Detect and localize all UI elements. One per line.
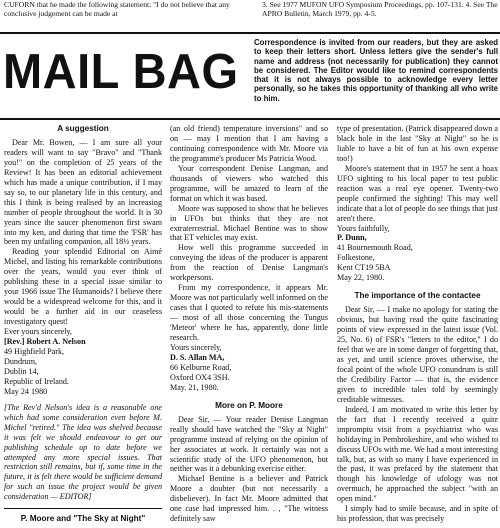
letter-date: May. 21, 1980. [170,382,219,392]
address-line: Dublin 14, [4,366,39,376]
address-line: Kent CT19 5BA [337,263,391,273]
letter-paragraph: Moore's statement that in 1957 he sent a hoax UFO sighting to his local paper to test public reaction was a real eye opener. Twenty-two people confirmed the sighting! This may well indicate that a lot of people do see things that just aren't there. [337,163,498,223]
address-line: Oxford OX4 3SH. [170,372,230,382]
letter-paragraph: Dear Mr. Bowen, — I am sure all your readers will want to say "Bravo" and "Thank you!" on the completion of 25 years of the Review! It has been an editorial achievement which has made a unique contribution, if I may say so, to our planetary life in this century, and this I think is being realised by an increasing number of people throughout the world. It is 30 years since the saucer phenomenon first swam into my ken, and during that time the 'FSR' has been my unfailing companion, all 18½ years. [4,137,162,247]
signoff: Yours faithfully, [337,223,390,233]
signature: P. Dunn, [337,233,367,243]
letter-paragraph: Indeed, I am motivated to write this letter by the fact that I recently received a quite impromptu visit from a psychiatrist who was holidaying in Pembrokeshire, and who wished to discuss UFOs with me. We had a most interesting talk, but, as with so many I have experienced in the past, it was prefaced by the statement that though his knowledge of ufology was not overmuch, he approached the subject "with an open mind." [337,404,498,504]
letter-paragraph: Reading your splendid Editorial on Aimé Michel, and listing his remarkable contributions over the years, would you ever think of publishing these in a special issue similar to your 1966 issue The Humanoids? I believe there would be a widespread welcome for this, and it would be a further aid in our ceaseless investigatory quest! [4,247,162,327]
letter-paragraph: Dear Sir, — I make no apology for stating the obvious, but having read the quite fascinating points of view expressed in the latest issue (Vol. 25, No. 6) of FSR's "letters to the editor," I do feel that we are in some danger of forgetting that, as yet, and until science proves otherwise, the focal point of the whole UFO conundrum is still the Credibility Factor — that is, the evidence given to incredible tales told by seemingly creditable witnesses. [337,305,498,404]
letter-paragraph: Michael Bentine is a believer and Patrick Moore a doubter (but not necessarily a disbeliever). In fact Mr. Moore admitted that one case had impressed him. . , "The witness definitely saw [170,474,328,524]
letter-heading: A suggestion [57,124,109,133]
address-line: 66 Kelburne Road, [170,362,232,372]
column-1 [4,124,162,528]
header-rule-bottom [0,118,500,120]
letter-date: May 24 1980 [4,386,48,396]
section-title: MAIL BAG [3,42,239,99]
letter-heading: More on P. Moore [215,400,283,410]
header-rule-top [0,32,500,34]
letter-paragraph: Your correspondent Denise Langman, and thousands of viewers who watched this programme, will be amazed to learn of the format on which it was based. [170,163,328,203]
letter-heading: P. Moore and "The Sky at Night" [20,514,146,524]
address-line: Dundrum, [4,356,38,366]
mailbag-header [0,32,500,120]
column-2 [170,124,328,524]
address-line: Republic of Ireland. [4,376,69,386]
continued-text: CUFORN that he made the following statement: "I do not believe that any conclusive judgement can be made at [4,0,230,19]
letter-date: May 22, 1980. [337,273,385,283]
signature: D. S. Allan MA, [170,352,225,362]
letter-separator [4,508,162,509]
address-line: 49 Highfield Park, [4,346,65,356]
letter-paragraph: Dear Sir, — Your reader Denise Langman really should have watched the "Sky at Night" programme instead of relying on the opinion of her associates at work. It certainly was not a scientific study of the UFO phenomenon, but neither was it a debunking exercise either. [170,414,328,474]
letter-paragraph: How well this programme succeeded in conveying the ideas of the producer is apparent from the reaction of Denise Langman's workpersons. [170,243,328,283]
signature: [Rev.] Robert A. Nelson [4,337,86,347]
column-3 [337,124,498,524]
section-intro: Correspondence is invited from our readers, but they are asked to keep their letters short. Unless letters give the sender's full name and address (not necessarily for publication) they cannot be considered. The Editor would like to remind correspondents that it is not always possible to acknowledge every letter personally, so he takes this opportunity of thanking all who write to him. [254,38,498,103]
address-line: Folkestone, [337,253,375,263]
letter-paragraph: Moore was supposed to show that he believes in UFOs but thinks that they are not extraterrestrial. Michael Bentine was to show that ET vehicles may exist. [170,203,328,243]
letter-paragraph: (an old friend) temperature inversions" and so on — may I mention that I am having a continuing correspondence with Mr. Moore via the programme's producer Ms Patricia Wood. [170,124,328,163]
previous-article-fragment [0,0,500,26]
address-line: 41 Bournemouth Road, [337,243,413,253]
letter-paragraph: I simply had to smile because, and in spite of his profession, that was precisely [337,504,498,524]
letter-heading: The importance of the contactee [354,291,481,301]
editor-note: [The Rev'd Nelson's idea is a reasonable one which had some consideration even before M. Michel "retired." The idea was shelved because it was felt we should endeavour to get our publishing schedule up to date before we attempted any more special issues. That restriction still remains, but if, some time in the future, it is felt there would be sufficient demand for such an issue the project would be given consideration — EDITOR] [4,402,162,502]
letter-paragraph: type of presentation. (Patrick disappeared down a black hole in the last "Sky at Night" so he is liable to have a bit of fun at his own expense too!) [337,124,498,163]
letter-paragraph: From my correspondence, it appears Mr. Moore was not particularly well informed on the cases that I quoted to refute his mis-statements — most of all those concerning the Tungus 'Meteor' where he has, apparently, done little research. [170,283,328,343]
signoff: Ever yours sincerely, [4,327,73,337]
signoff: Yours sincerely, [170,342,222,352]
footnotes: 3. See 1977 MUFON UFO Symposium Proceedings, pp. 107-131. 4. See The APRO Bulletin, March 1979, pp. 4-5. [262,0,498,19]
